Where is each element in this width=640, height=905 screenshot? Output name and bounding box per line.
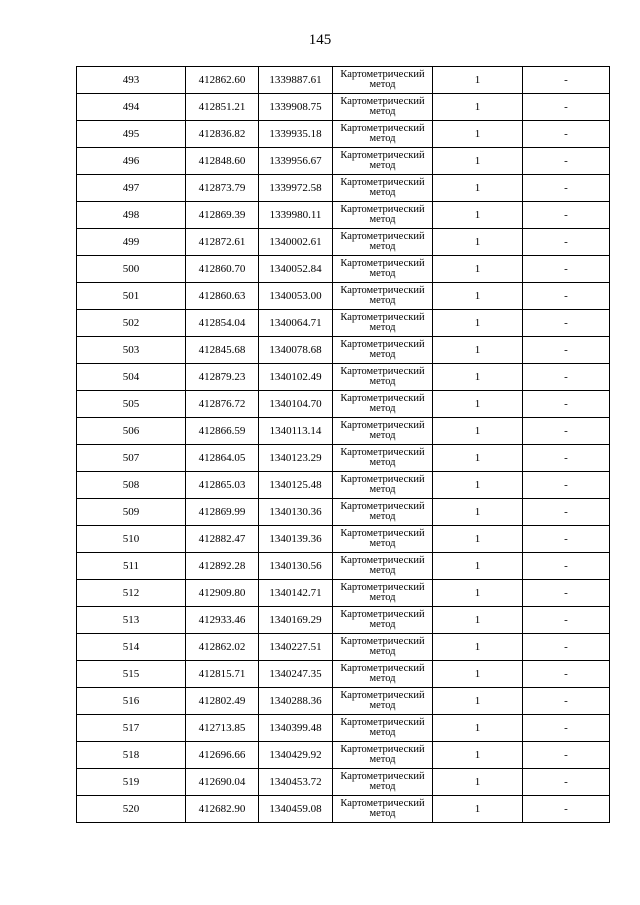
method-cell: Картометрический метод [333,715,433,742]
precision-cell: 1 [433,472,523,499]
method-cell: Картометрический метод [333,526,433,553]
note-cell: - [523,283,610,310]
point-number-cell: 499 [77,229,186,256]
table-row [77,688,610,715]
method-cell: Картометрический метод [333,688,433,715]
y-coordinate-cell: 1339956.67 [259,148,333,175]
point-number-cell: 495 [77,121,186,148]
table-row [77,661,610,688]
table-row [77,175,610,202]
precision-cell: 1 [433,94,523,121]
x-coordinate-cell: 412909.80 [186,580,259,607]
table-row [77,148,610,175]
precision-cell: 1 [433,337,523,364]
y-coordinate-cell: 1340078.68 [259,337,333,364]
point-number-cell: 507 [77,445,186,472]
note-cell: - [523,607,610,634]
method-cell: Картометрический метод [333,472,433,499]
note-cell: - [523,67,610,94]
y-coordinate-cell: 1339887.61 [259,67,333,94]
x-coordinate-cell: 412882.47 [186,526,259,553]
note-cell: - [523,121,610,148]
point-number-cell: 517 [77,715,186,742]
y-coordinate-cell: 1340247.35 [259,661,333,688]
table-row [77,715,610,742]
method-cell: Картометрический метод [333,553,433,580]
table-row [77,742,610,769]
x-coordinate-cell: 412862.60 [186,67,259,94]
table-row [77,769,610,796]
note-cell: - [523,580,610,607]
table-row [77,364,610,391]
method-cell: Картометрический метод [333,229,433,256]
precision-cell: 1 [433,580,523,607]
method-cell: Картометрический метод [333,337,433,364]
x-coordinate-cell: 412836.82 [186,121,259,148]
point-number-cell: 503 [77,337,186,364]
y-coordinate-cell: 1340130.36 [259,499,333,526]
table-row [77,202,610,229]
note-cell: - [523,175,610,202]
x-coordinate-cell: 412866.59 [186,418,259,445]
y-coordinate-cell: 1340002.61 [259,229,333,256]
precision-cell: 1 [433,229,523,256]
x-coordinate-cell: 412815.71 [186,661,259,688]
x-coordinate-cell: 412713.85 [186,715,259,742]
y-coordinate-cell: 1340399.48 [259,715,333,742]
note-cell: - [523,634,610,661]
precision-cell: 1 [433,445,523,472]
x-coordinate-cell: 412860.70 [186,256,259,283]
precision-cell: 1 [433,202,523,229]
precision-cell: 1 [433,796,523,823]
point-number-cell: 500 [77,256,186,283]
note-cell: - [523,661,610,688]
precision-cell: 1 [433,607,523,634]
precision-cell: 1 [433,688,523,715]
table-row [77,121,610,148]
note-cell: - [523,688,610,715]
page-number: 145 [308,32,332,48]
y-coordinate-cell: 1340130.56 [259,553,333,580]
x-coordinate-cell: 412854.04 [186,310,259,337]
note-cell: - [523,229,610,256]
method-cell: Картометрический метод [333,175,433,202]
precision-cell: 1 [433,310,523,337]
precision-cell: 1 [433,499,523,526]
x-coordinate-cell: 412879.23 [186,364,259,391]
table-row [77,229,610,256]
x-coordinate-cell: 412845.68 [186,337,259,364]
y-coordinate-cell: 1340102.49 [259,364,333,391]
y-coordinate-cell: 1340459.08 [259,796,333,823]
y-coordinate-cell: 1340429.92 [259,742,333,769]
method-cell: Картометрический метод [333,310,433,337]
y-coordinate-cell: 1340104.70 [259,391,333,418]
table-row [77,526,610,553]
x-coordinate-cell: 412873.79 [186,175,259,202]
note-cell: - [523,796,610,823]
y-coordinate-cell: 1340453.72 [259,769,333,796]
method-cell: Картометрический метод [333,607,433,634]
method-cell: Картометрический метод [333,148,433,175]
point-number-cell: 506 [77,418,186,445]
precision-cell: 1 [433,418,523,445]
method-cell: Картометрический метод [333,499,433,526]
x-coordinate-cell: 412690.04 [186,769,259,796]
y-coordinate-cell: 1340142.71 [259,580,333,607]
method-cell: Картометрический метод [333,418,433,445]
method-cell: Картометрический метод [333,256,433,283]
point-number-cell: 519 [77,769,186,796]
method-cell: Картометрический метод [333,364,433,391]
table-row [77,553,610,580]
method-cell: Картометрический метод [333,742,433,769]
x-coordinate-cell: 412851.21 [186,94,259,121]
method-cell: Картометрический метод [333,202,433,229]
table-row [77,607,610,634]
y-coordinate-cell: 1340052.84 [259,256,333,283]
point-number-cell: 505 [77,391,186,418]
x-coordinate-cell: 412696.66 [186,742,259,769]
x-coordinate-cell: 412872.61 [186,229,259,256]
precision-cell: 1 [433,67,523,94]
x-coordinate-cell: 412865.03 [186,472,259,499]
precision-cell: 1 [433,553,523,580]
table-row [77,445,610,472]
x-coordinate-cell: 412864.05 [186,445,259,472]
table-row [77,67,610,94]
precision-cell: 1 [433,769,523,796]
x-coordinate-cell: 412682.90 [186,796,259,823]
precision-cell: 1 [433,148,523,175]
note-cell: - [523,202,610,229]
y-coordinate-cell: 1339980.11 [259,202,333,229]
precision-cell: 1 [433,661,523,688]
precision-cell: 1 [433,742,523,769]
point-number-cell: 501 [77,283,186,310]
y-coordinate-cell: 1340125.48 [259,472,333,499]
note-cell: - [523,364,610,391]
y-coordinate-cell: 1340064.71 [259,310,333,337]
method-cell: Картометрический метод [333,121,433,148]
method-cell: Картометрический метод [333,283,433,310]
y-coordinate-cell: 1339972.58 [259,175,333,202]
x-coordinate-cell: 412869.39 [186,202,259,229]
point-number-cell: 494 [77,94,186,121]
method-cell: Картометрический метод [333,94,433,121]
table-row [77,391,610,418]
y-coordinate-cell: 1340053.00 [259,283,333,310]
table-row [77,283,610,310]
precision-cell: 1 [433,364,523,391]
y-coordinate-cell: 1339935.18 [259,121,333,148]
y-coordinate-cell: 1340169.29 [259,607,333,634]
precision-cell: 1 [433,634,523,661]
point-number-cell: 513 [77,607,186,634]
table-row [77,580,610,607]
method-cell: Картометрический метод [333,661,433,688]
point-number-cell: 498 [77,202,186,229]
note-cell: - [523,418,610,445]
precision-cell: 1 [433,283,523,310]
note-cell: - [523,742,610,769]
point-number-cell: 496 [77,148,186,175]
point-number-cell: 502 [77,310,186,337]
y-coordinate-cell: 1340123.29 [259,445,333,472]
note-cell: - [523,499,610,526]
precision-cell: 1 [433,175,523,202]
point-number-cell: 504 [77,364,186,391]
note-cell: - [523,337,610,364]
note-cell: - [523,769,610,796]
table-row [77,472,610,499]
x-coordinate-cell: 412869.99 [186,499,259,526]
table-row [77,796,610,823]
method-cell: Картометрический метод [333,796,433,823]
method-cell: Картометрический метод [333,391,433,418]
note-cell: - [523,715,610,742]
point-number-cell: 512 [77,580,186,607]
table-row [77,634,610,661]
method-cell: Картометрический метод [333,67,433,94]
note-cell: - [523,256,610,283]
precision-cell: 1 [433,121,523,148]
note-cell: - [523,553,610,580]
coordinates-table-body [77,67,610,823]
table-row [77,310,610,337]
table-row [77,337,610,364]
x-coordinate-cell: 412933.46 [186,607,259,634]
point-number-cell: 497 [77,175,186,202]
x-coordinate-cell: 412862.02 [186,634,259,661]
y-coordinate-cell: 1339908.75 [259,94,333,121]
precision-cell: 1 [433,715,523,742]
precision-cell: 1 [433,391,523,418]
table-row [77,418,610,445]
note-cell: - [523,310,610,337]
method-cell: Картометрический метод [333,445,433,472]
point-number-cell: 514 [77,634,186,661]
point-number-cell: 515 [77,661,186,688]
point-number-cell: 518 [77,742,186,769]
y-coordinate-cell: 1340113.14 [259,418,333,445]
point-number-cell: 516 [77,688,186,715]
table-row [77,256,610,283]
coordinates-table [76,66,610,823]
method-cell: Картометрический метод [333,769,433,796]
y-coordinate-cell: 1340227.51 [259,634,333,661]
precision-cell: 1 [433,256,523,283]
note-cell: - [523,94,610,121]
table-row [77,94,610,121]
point-number-cell: 509 [77,499,186,526]
precision-cell: 1 [433,526,523,553]
point-number-cell: 508 [77,472,186,499]
point-number-cell: 510 [77,526,186,553]
x-coordinate-cell: 412802.49 [186,688,259,715]
method-cell: Картометрический метод [333,634,433,661]
point-number-cell: 511 [77,553,186,580]
x-coordinate-cell: 412892.28 [186,553,259,580]
note-cell: - [523,445,610,472]
table-row [77,499,610,526]
y-coordinate-cell: 1340288.36 [259,688,333,715]
point-number-cell: 493 [77,67,186,94]
note-cell: - [523,526,610,553]
note-cell: - [523,391,610,418]
note-cell: - [523,472,610,499]
note-cell: - [523,148,610,175]
method-cell: Картометрический метод [333,580,433,607]
point-number-cell: 520 [77,796,186,823]
y-coordinate-cell: 1340139.36 [259,526,333,553]
x-coordinate-cell: 412860.63 [186,283,259,310]
x-coordinate-cell: 412876.72 [186,391,259,418]
x-coordinate-cell: 412848.60 [186,148,259,175]
